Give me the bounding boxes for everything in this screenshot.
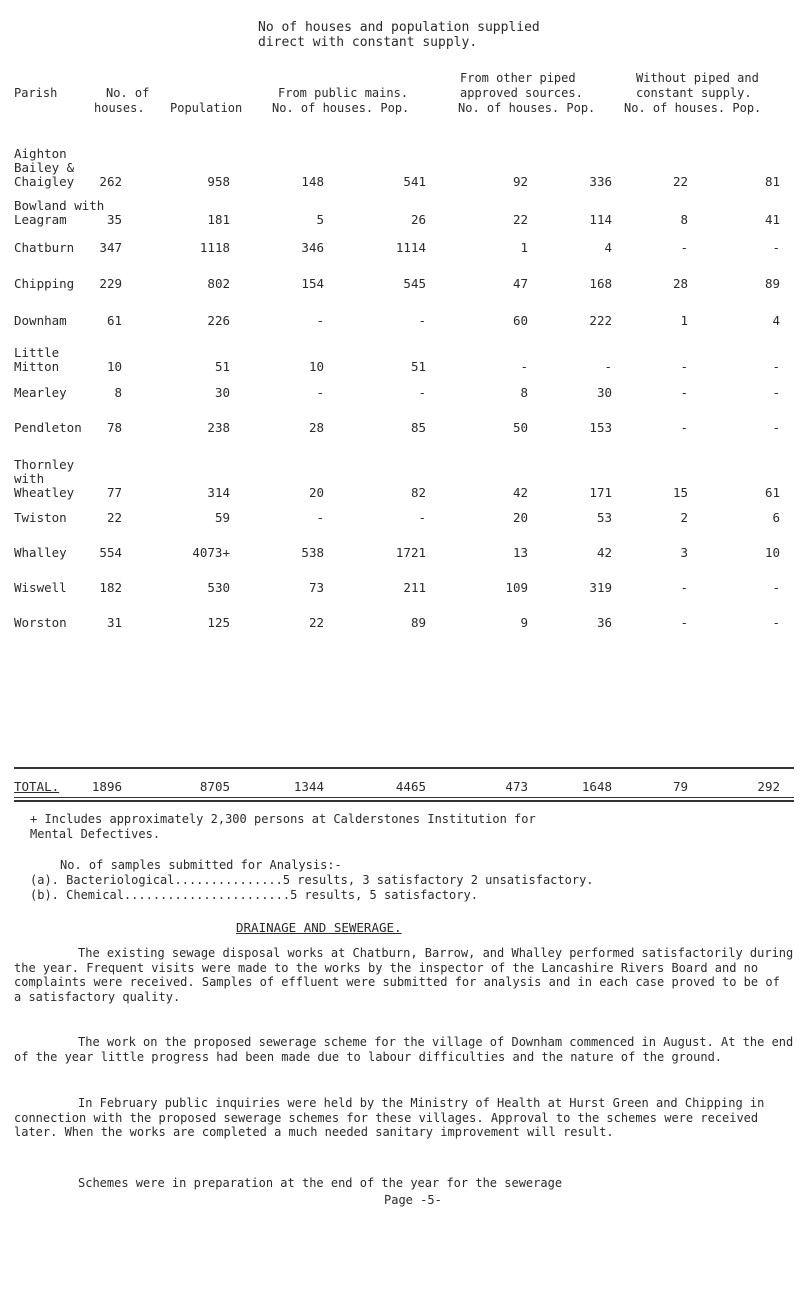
cell-op-p: 42 [596,545,612,560]
cell-pm-p: 541 [403,174,426,189]
cell-op-h: 13 [512,545,528,560]
cell-wp-h: 1 [680,313,688,328]
parish-name: Bailey & [14,160,75,175]
cell-houses: 229 [99,276,122,291]
cell-wp-h: 28 [672,276,688,291]
parish-name: Chipping [14,276,75,291]
cell-pm-p: 89 [410,615,426,630]
cell-op-p: 53 [596,510,612,525]
cell-op-h: 109 [505,580,528,595]
page-number: Page -5- [384,1193,442,1207]
cell-op-h: 9 [520,615,528,630]
drainage-paragraph-4: Schemes were in preparation at the end of the year for the sewerage [78,1176,563,1190]
cell-wp-h: - [680,615,688,630]
cell-op-p: 36 [596,615,612,630]
cell-wp-h: 3 [680,545,688,560]
header-no-of: No. of [106,86,150,100]
cell-pop: 314 [207,485,230,500]
cell-pm-h: - [316,313,324,328]
cell-houses: 8 [114,385,122,400]
cell-wp-p: - [772,359,780,374]
cell-wp-h: - [680,385,688,400]
cell-pm-h: - [316,385,324,400]
cell-pm-h: 10 [308,359,324,374]
cell-pm-h: - [316,510,324,525]
cell-pop: 4073+ [192,545,230,560]
cell-houses: 22 [106,510,122,525]
total-wp-p: 292 [757,779,780,794]
cell-op-h: 47 [512,276,528,291]
cell-pop: 59 [214,510,230,525]
drainage-paragraph-3: In February public inquiries were held by the Ministry of Health at Hurst Green and Chipping in connection with the proposed sewerage schemes for these villages. Approval to the schemes were received later. When the works are completed a much needed sanitary improvement will result. [14,1096,765,1140]
cell-houses: 61 [106,313,122,328]
cell-houses: 10 [106,359,122,374]
samples-bacteriological: (a). Bacteriological...............5 results, 3 satisfactory 2 unsatisfactory. [30,873,594,887]
cell-pm-p: - [418,313,426,328]
cell-op-p: - [604,359,612,374]
cell-pop: 530 [207,580,230,595]
cell-wp-p: - [772,580,780,595]
header-public-mains: From public mains. [278,86,409,100]
cell-wp-h: - [680,240,688,255]
cell-op-p: 222 [589,313,612,328]
total-wp-h: 79 [672,779,688,794]
cell-pm-p: 82 [410,485,426,500]
parish-name: Worston [14,615,67,630]
cell-op-p: 171 [589,485,612,500]
cell-pm-p: 1114 [395,240,426,255]
cell-pop: 958 [207,174,230,189]
cell-wp-p: 81 [764,174,780,189]
cell-op-p: 114 [589,212,612,227]
cell-pm-p: 26 [410,212,426,227]
cell-pop: 238 [207,420,230,435]
cell-pm-p: - [418,510,426,525]
parish-name: Bowland with [14,198,105,213]
header-other-piped-1: From other piped [460,71,576,85]
header-houses: houses. [94,101,145,115]
drainage-paragraph-2: The work on the proposed sewerage scheme for the village of Downham commenced in August. At the end of the year little progress had been made due to labour difficulties and the nature of the ground. [14,1035,794,1064]
cell-pm-p: 211 [403,580,426,595]
header-population: Population [170,101,243,115]
parish-name: Little [14,345,60,360]
header-other-sub: No. of houses. Pop. [458,101,596,115]
cell-wp-p: 6 [772,510,780,525]
total-pm-p: 4465 [395,779,426,794]
cell-wp-p: - [772,420,780,435]
parish-name: Chatburn [14,240,75,255]
cell-pm-p: - [418,385,426,400]
parish-name: Chaigley [14,174,75,189]
parish-name: Wiswell [14,580,67,595]
cell-op-p: 319 [589,580,612,595]
header-without-1: Without piped and [636,71,759,85]
total-houses: 1896 [91,779,122,794]
cell-pm-p: 1721 [395,545,426,560]
cell-wp-h: 15 [672,485,688,500]
cell-pop: 226 [207,313,230,328]
header-parish: Parish [14,86,58,100]
cell-op-p: 336 [589,174,612,189]
cell-op-h: 92 [512,174,528,189]
cell-pm-h: 346 [301,240,324,255]
footnote-line1: + Includes approximately 2,300 persons at Calderstones Institution for [30,812,536,826]
total-op-h: 473 [505,779,528,794]
parish-name: with [14,471,45,486]
table-title-line1: No of houses and population supplied [258,20,540,35]
cell-op-h: 50 [512,420,528,435]
cell-op-h: 42 [512,485,528,500]
cell-wp-p: - [772,615,780,630]
cell-houses: 35 [106,212,122,227]
drainage-paragraph-1: The existing sewage disposal works at Chatburn, Barrow, and Whalley performed satisfactorily during the year. Frequent visits were made to the works by the inspector of the Lancashire Rivers Board and no complaints were received. Samples of effluent were submitted for analysis and in each case proved to be of a satisfactory quality. [14,946,794,1004]
cell-wp-h: - [680,580,688,595]
cell-houses: 77 [106,485,122,500]
header-public-sub: No. of houses. Pop. [272,101,410,115]
cell-pop: 181 [207,212,230,227]
cell-pop: 125 [207,615,230,630]
total-op-p: 1648 [581,779,612,794]
cell-op-h: 8 [520,385,528,400]
samples-chemical: (b). Chemical.......................5 results, 5 satisfactory. [30,888,478,902]
cell-houses: 78 [106,420,122,435]
total-label: TOTAL. [14,779,60,794]
cell-wp-p: 10 [764,545,780,560]
parish-name: Downham [14,313,67,328]
cell-houses: 182 [99,580,122,595]
parish-name: Thornley [14,457,75,472]
cell-pm-h: 538 [301,545,324,560]
cell-op-h: 22 [512,212,528,227]
cell-pm-h: 22 [308,615,324,630]
cell-pm-p: 545 [403,276,426,291]
samples-intro: No. of samples submitted for Analysis:- [60,858,342,872]
cell-op-h: 60 [512,313,528,328]
header-other-piped-2: approved sources. [460,86,583,100]
cell-wp-p: 89 [764,276,780,291]
cell-pm-h: 73 [308,580,324,595]
cell-pm-h: 148 [301,174,324,189]
cell-houses: 262 [99,174,122,189]
total-rule-bottom-2 [14,800,794,802]
cell-wp-h: 8 [680,212,688,227]
cell-op-p: 168 [589,276,612,291]
parish-name: Leagram [14,212,67,227]
parish-name: Whalley [14,545,67,560]
drainage-heading: DRAINAGE AND SEWERAGE. [236,920,402,935]
parish-name: Wheatley [14,485,75,500]
footnote-line2: Mental Defectives. [30,827,161,841]
total-pm-h: 1344 [293,779,324,794]
cell-op-p: 153 [589,420,612,435]
cell-wp-p: 4 [772,313,780,328]
total-rule-bottom-1 [14,797,794,798]
cell-pm-h: 20 [308,485,324,500]
parish-name: Pendleton [14,420,82,435]
parish-name: Twiston [14,510,67,525]
table-title-line2: direct with constant supply. [258,35,478,50]
cell-op-h: 1 [520,240,528,255]
cell-houses: 554 [99,545,122,560]
cell-pop: 51 [214,359,230,374]
cell-wp-p: - [772,385,780,400]
cell-wp-p: 41 [764,212,780,227]
cell-pop: 802 [207,276,230,291]
cell-wp-p: - [772,240,780,255]
total-rule-top [14,767,794,769]
cell-op-h: 20 [512,510,528,525]
header-without-2: constant supply. [636,86,752,100]
cell-wp-h: - [680,420,688,435]
cell-wp-h: 22 [672,174,688,189]
cell-pm-p: 85 [410,420,426,435]
parish-name: Mitton [14,359,60,374]
cell-houses: 347 [99,240,122,255]
cell-pm-p: 51 [410,359,426,374]
cell-pop: 30 [214,385,230,400]
cell-op-h: - [520,359,528,374]
cell-wp-h: 2 [680,510,688,525]
cell-wp-h: - [680,359,688,374]
parish-name: Aighton [14,146,67,161]
cell-op-p: 4 [604,240,612,255]
cell-houses: 31 [106,615,122,630]
cell-wp-p: 61 [764,485,780,500]
cell-pm-h: 28 [308,420,324,435]
header-without-sub: No. of houses. Pop. [624,101,762,115]
cell-pm-h: 5 [316,212,324,227]
total-pop: 8705 [199,779,230,794]
parish-name: Mearley [14,385,67,400]
cell-op-p: 30 [596,385,612,400]
cell-pm-h: 154 [301,276,324,291]
cell-pop: 1118 [199,240,230,255]
